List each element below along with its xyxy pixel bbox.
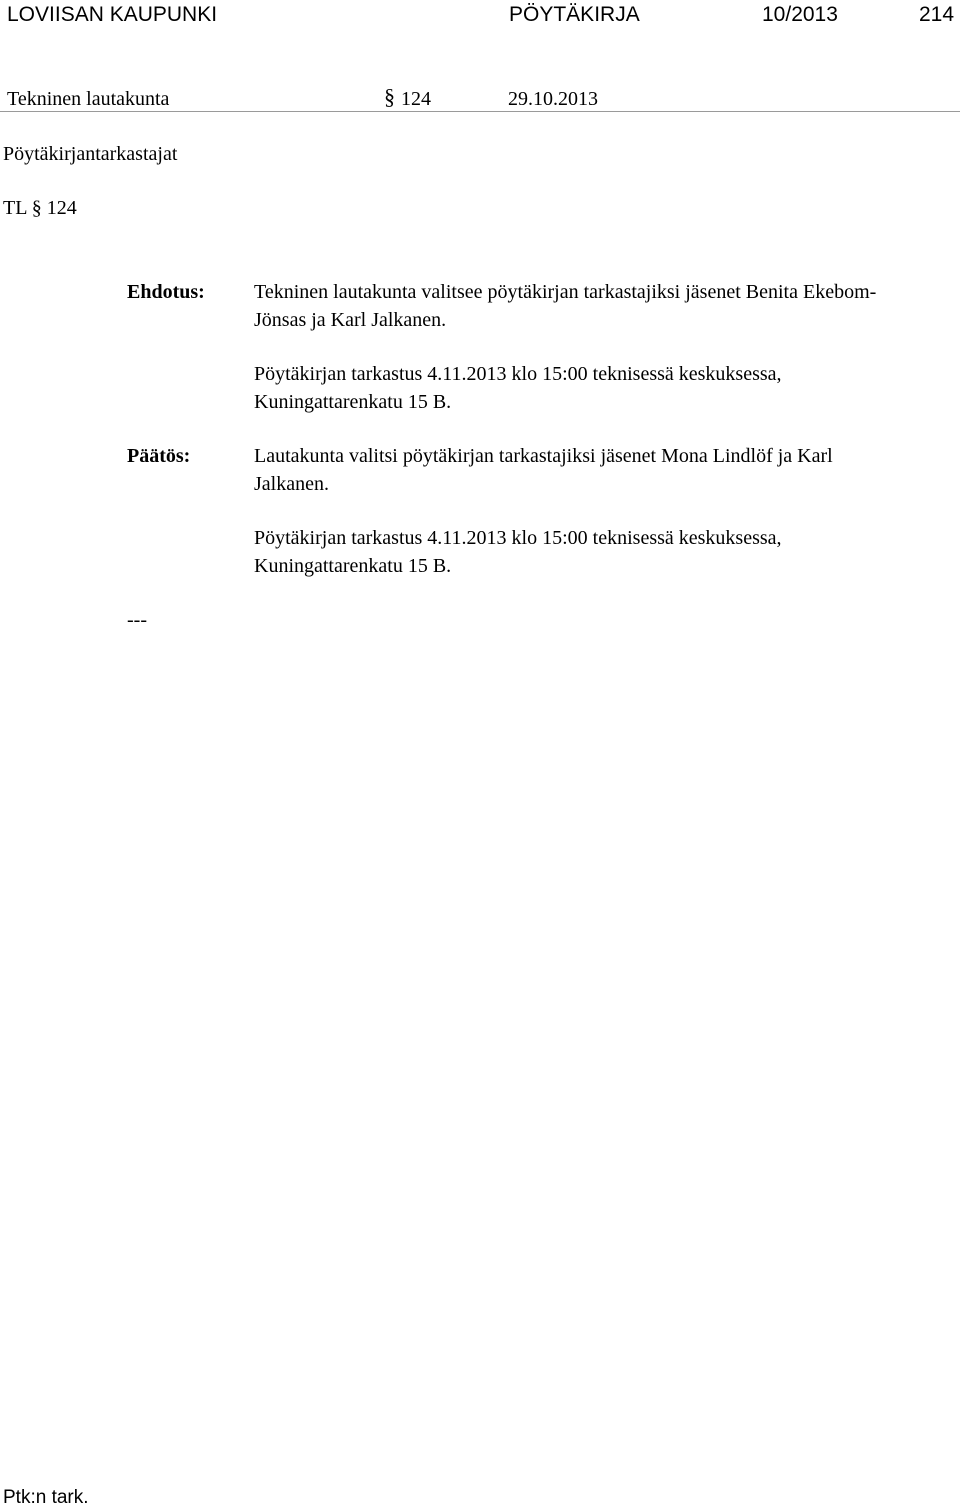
committee-name: Tekninen lautakunta	[7, 88, 170, 110]
decision-label: Päätös:	[127, 445, 191, 467]
section-reference: TL § 124	[3, 197, 77, 219]
proposal-text: Tekninen lautakunta valitsee pöytäkirjan tarkastajiksi jäsenet Benita Ekebom-Jönsas ja Karl Jalkanen.	[254, 281, 877, 331]
proposal-label: Ehdotus:	[127, 281, 205, 303]
issue-number: 10/2013	[762, 3, 838, 26]
meeting-date: 29.10.2013	[508, 88, 598, 110]
document-type: PÖYTÄKIRJA	[509, 3, 640, 26]
header-divider	[0, 111, 960, 112]
section-separator: ---	[127, 609, 147, 631]
page-number: 214	[919, 3, 955, 26]
proposal-check-info: Pöytäkirjan tarkastus 4.11.2013 klo 15:00 teknisessä keskuksessa, Kuningattarenkatu 15 B.	[254, 363, 782, 413]
section-number: 124	[401, 88, 431, 110]
initials-label: Ptk:n tark.	[3, 1487, 89, 1508]
page-title: Pöytäkirjantarkastajat	[3, 143, 178, 165]
section-sign-icon: §	[384, 84, 395, 109]
decision-check-info: Pöytäkirjan tarkastus 4.11.2013 klo 15:00 teknisessä keskuksessa, Kuningattarenkatu 15 B.	[254, 527, 782, 577]
municipality-name: LOVIISAN KAUPUNKI	[7, 3, 218, 26]
decision-text: Lautakunta valitsi pöytäkirjan tarkastajiksi jäsenet Mona Lindlöf ja Karl Jalkanen.	[254, 445, 833, 495]
